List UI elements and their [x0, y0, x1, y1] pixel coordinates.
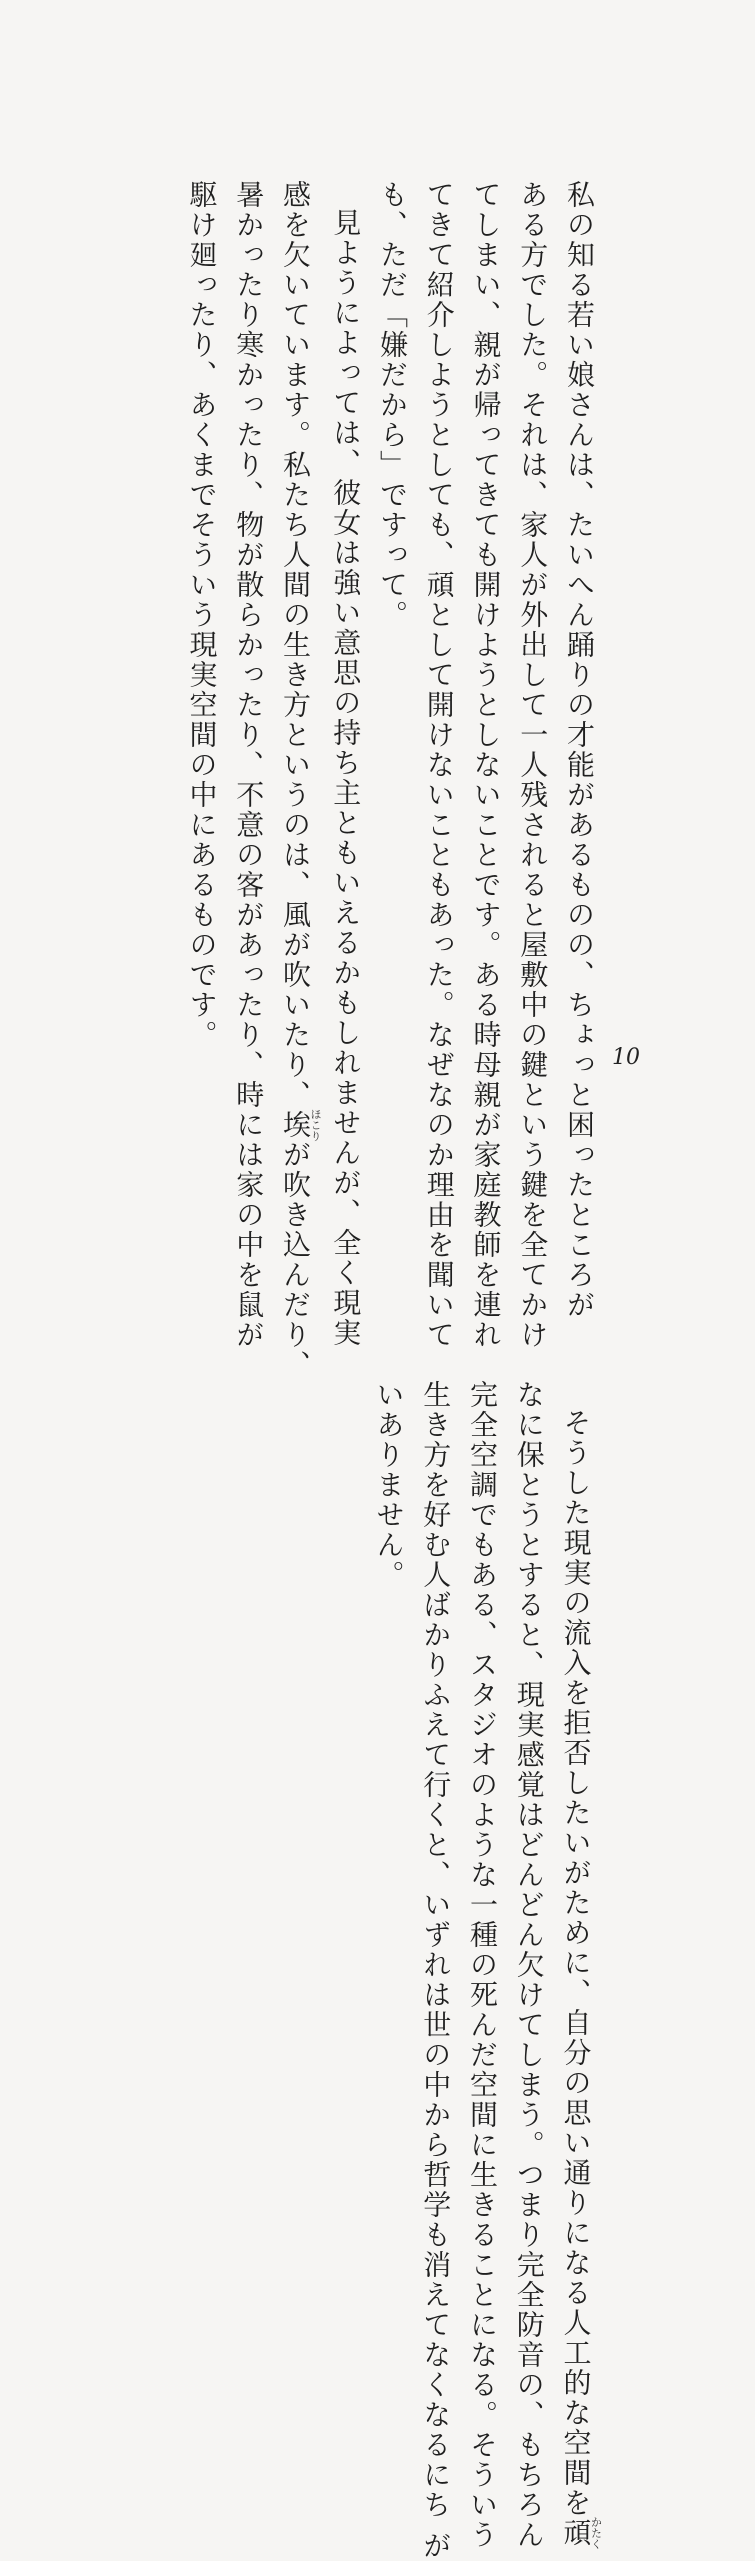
ruby-kataku: 頑かたく — [559, 2516, 603, 2550]
text-line-12: 完全空調でもある、スタジオのような一種の死んだ空間に生きることになる。そういう — [466, 1380, 499, 2550]
page-number: 10 — [612, 1045, 640, 1070]
vertical-text-block — [132, 180, 603, 2561]
text-line-4: てきて紹介しようとしても、頑として開けないこともあった。なぜなのか理由を聞いて — [422, 180, 456, 1350]
text-line-7: 感を欠いています。私たち人間の生き方というのは、風が吹いたり、埃ほこりが吹き込んだり、 — [279, 180, 322, 1380]
text-line-1: 私の知る若い娘さんは、たいへん踊りの才能があるものの、ちょっと困ったところが — [563, 180, 596, 1320]
text-line-13: 生き方を好む人ばかりふえて行くと、いずれは世の中から哲学も消えてなくなるにち が — [419, 1380, 453, 2561]
text-line-8: 暑かったり寒かったり、物が散らかったり、不意の客があったり、時には家の中を鼠が — [232, 180, 266, 1350]
text-line-9: 駆け廻ったり、あくまでそういう現実空間の中にあるものです。 — [185, 180, 219, 1050]
text-line-2: ある方でした。それは、家人が外出して一人残されると屋敷中の鍵という鍵を全てかけ — [516, 180, 550, 1350]
text-line-14: いありません。 — [372, 1380, 406, 1590]
text-line-11: なに保とうとすると、現実感覚はどんどん欠けてしまう。つまり完全防音の、もちろん — [512, 1380, 546, 2550]
ruby-hokori: 埃ほこり — [279, 1108, 322, 1142]
text-line-3: てしまい、親が帰ってきても開けようとしないことです。ある時母親が家庭教師を連れ — [469, 180, 503, 1350]
text-line-10: そうした現実の流入を拒否したいがために、自分の思い通りになる人工的な空間を頑かたく — [559, 1408, 603, 2550]
text-line-5: も、ただ「嫌だから」ですって。 — [376, 180, 409, 630]
text-line-6: 見ようによっては、彼女は強い意思の持ち主ともいえるかもしれませんが、全く現実 — [329, 208, 363, 1348]
